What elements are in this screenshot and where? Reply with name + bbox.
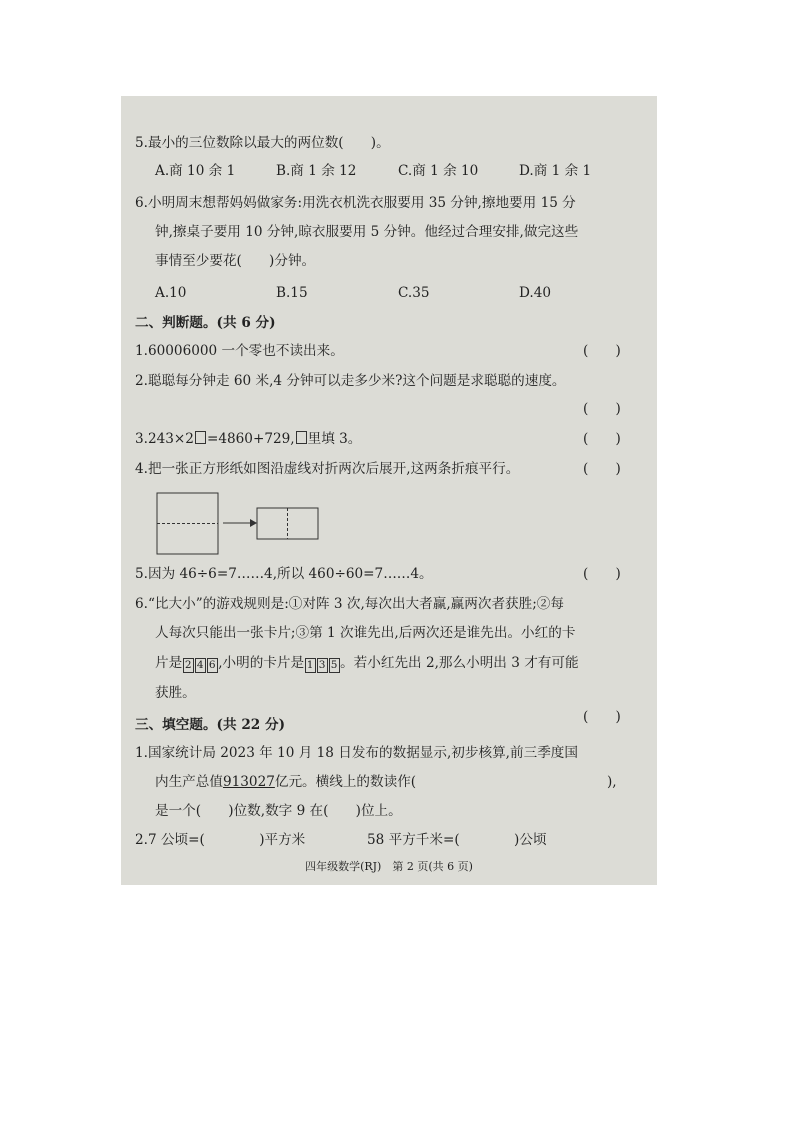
q6-line-2: 钟,擦桌子要用 10 分钟,晾衣服要用 5 分钟。他经过合理安排,做完这些 bbox=[155, 224, 579, 240]
judge-q6-line-2: 人每次只能出一张卡片;③第 1 次谁先出,后两次还是谁先出。小红的卡 bbox=[155, 625, 576, 641]
fill-q1-line-2: 内生产总值913027亿元。横线上的数读作( bbox=[155, 774, 417, 790]
blank-square-icon bbox=[195, 431, 206, 444]
q6-option-d: D.40 bbox=[519, 285, 552, 301]
q6-option-b: B.15 bbox=[276, 285, 308, 301]
fold-diagram bbox=[155, 488, 325, 560]
q6-option-a: A.10 bbox=[155, 285, 187, 301]
fill-q2-part-a: 2.7 公顷=( )平方米 bbox=[135, 832, 306, 848]
q6-line-3: 事情至少要花( )分钟。 bbox=[155, 253, 316, 269]
judge-q1-answer[interactable]: ( ) bbox=[583, 343, 621, 359]
fill-q2-part-b: 58 平方千米=( )公顷 bbox=[367, 832, 547, 848]
q5-stem: 5.最小的三位数除以最大的两位数( )。 bbox=[135, 135, 390, 151]
judge-q2-answer[interactable]: ( ) bbox=[583, 401, 621, 417]
judge-q5: 5.因为 46÷6=7……4,所以 460÷60=7……4。 bbox=[135, 566, 433, 582]
judge-q2: 2.聪聪每分钟走 60 米,4 分钟可以走多少米?这个问题是求聪聪的速度。 bbox=[135, 373, 566, 389]
card-icon: 4 bbox=[195, 658, 206, 673]
judge-q6-line-4: 获胜。 bbox=[155, 685, 196, 701]
judge-q6-line-3: 片是 2 4 6 ,小明的卡片是 1 3 5 。若小红先出 2,那么小明出 3 才有可能 bbox=[155, 655, 579, 671]
q6-line-1: 6.小明周末想帮妈妈做家务:用洗衣机洗衣服要用 35 分钟,擦地要用 15 分 bbox=[135, 195, 576, 211]
judge-q4-answer[interactable]: ( ) bbox=[583, 461, 621, 477]
q5-option-c: C.商 1 余 10 bbox=[398, 163, 479, 179]
arrow-right-icon bbox=[250, 519, 257, 527]
section-2-title: 二、判断题。(共 6 分) bbox=[135, 315, 276, 331]
judge-q5-answer[interactable]: ( ) bbox=[583, 566, 621, 582]
card-icon: 2 bbox=[183, 658, 194, 673]
q5-option-a: A.商 10 余 1 bbox=[155, 163, 236, 179]
exam-page bbox=[121, 96, 657, 885]
page-footer: 四年级数学(RJ) 第 2 页(共 6 页) bbox=[305, 860, 473, 873]
judge-q3-answer[interactable]: ( ) bbox=[583, 431, 621, 447]
card-icon: 3 bbox=[317, 658, 328, 673]
fill-q1-close-paren: ), bbox=[607, 774, 617, 790]
judge-q4: 4.把一张正方形纸如图沿虚线对折两次后展开,这两条折痕平行。 bbox=[135, 461, 520, 477]
q5-option-b: B.商 1 余 12 bbox=[276, 163, 357, 179]
judge-q3: 3.243×2 =4860+729, 里填 3。 bbox=[135, 431, 362, 447]
judge-q1: 1.60006000 一个零也不读出来。 bbox=[135, 343, 344, 359]
card-icon: 6 bbox=[207, 658, 218, 673]
blank-square-icon bbox=[296, 431, 307, 444]
q5-option-d: D.商 1 余 1 bbox=[519, 163, 592, 179]
card-icon: 5 bbox=[329, 658, 340, 673]
underlined-number: 913027 bbox=[222, 774, 275, 790]
section-3-title: 三、填空题。(共 22 分) bbox=[135, 717, 285, 733]
judge-q6-answer[interactable]: ( ) bbox=[583, 709, 621, 725]
judge-q6-line-1: 6.“比大小”的游戏规则是:①对阵 3 次,每次出大者赢,赢两次者获胜;②每 bbox=[135, 596, 564, 612]
q6-option-c: C.35 bbox=[398, 285, 430, 301]
fill-q1-line-3: 是一个( )位数,数字 9 在( )位上。 bbox=[155, 803, 402, 819]
card-icon: 1 bbox=[305, 658, 316, 673]
fill-q1-line-1: 1.国家统计局 2023 年 10 月 18 日发布的数据显示,初步核算,前三季度国 bbox=[135, 745, 578, 761]
